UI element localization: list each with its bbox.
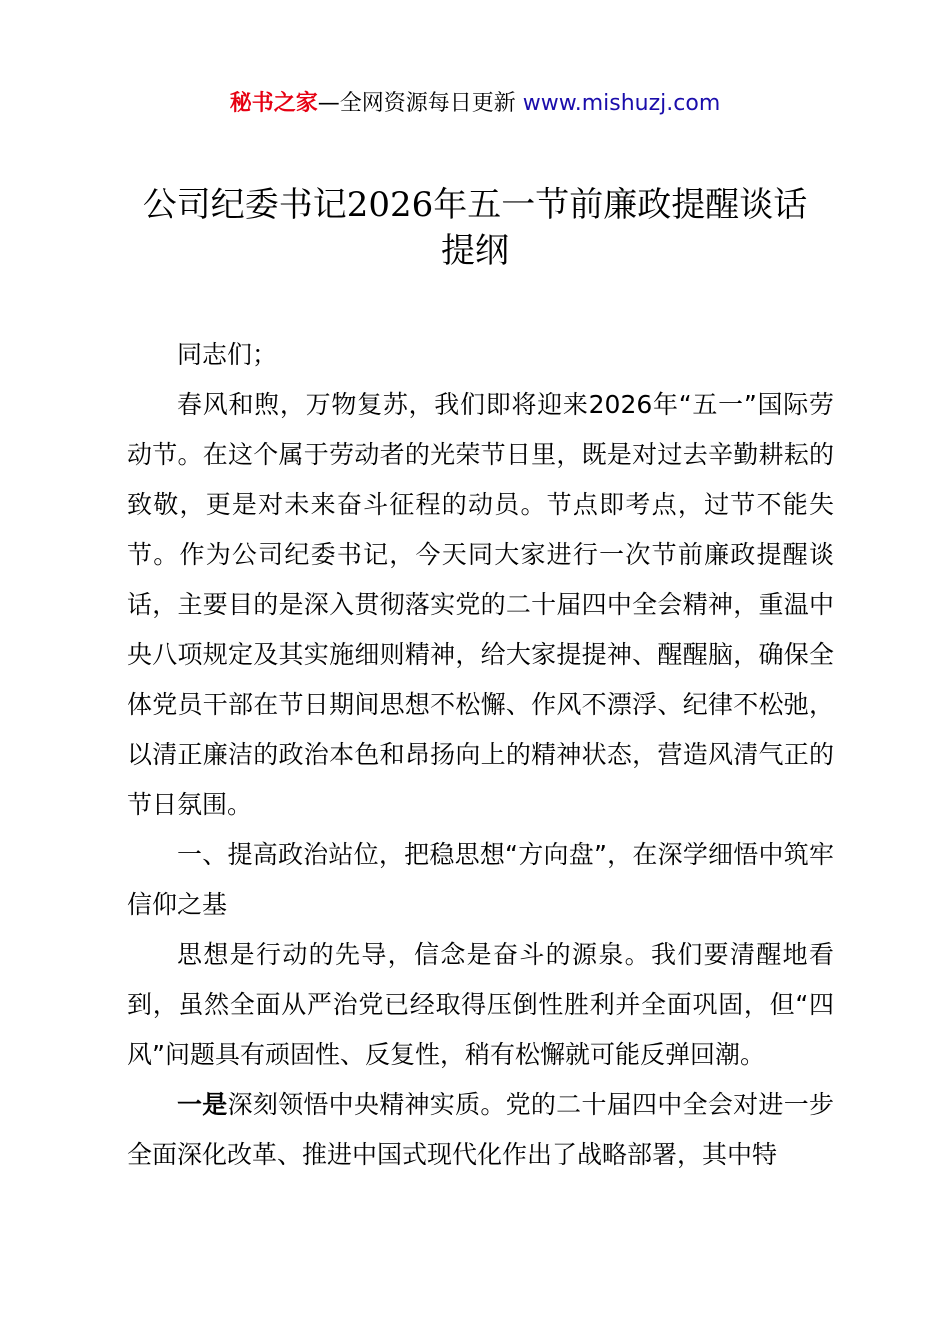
site-header xyxy=(0,88,950,120)
point-1-text: 深刻领悟中央精神实质。党的二十届四中全会对进一步全面深化改革、推进中国式现代化作出了战略部署，其中特 xyxy=(127,1090,834,1169)
document-title-line-1: 公司纪委书记2026年五一节前廉政提醒谈话 xyxy=(142,185,808,225)
body-paragraph-intro: 春风和煦，万物复苏，我们即将迎来2026年“五一”国际劳动节。在这个属于劳动者的光荣节日里，既是对过去辛勤耕耘的致敬，更是对未来奋斗征程的动员。节点即考点，过节不能失节。作为公司纪委书记，今天同大家进行一次节前廉政提醒谈话，主要目的是深入贯彻落实党的二十届四中全会精神，重温中央八项规定及其实施细则精神，给大家提提神、醒醒脑，确保全体党员干部在节日期间思想不松懈、作风不漂浮、纪律不松弛，以清正廉洁的政治本色和昂扬向上的精神状态，营造风清气正的节日氛围。 xyxy=(127,390,834,819)
greeting: 同志们； xyxy=(177,340,278,369)
site-brand: 秘书之家 xyxy=(229,91,318,116)
site-url-link[interactable]: www.mishuzj.com xyxy=(522,91,721,116)
document-body xyxy=(127,330,834,1180)
document-title-line-2: 提纲 xyxy=(441,231,509,271)
point-1-lead: 一是 xyxy=(177,1090,228,1119)
body-paragraph-2: 思想是行动的先导，信念是奋斗的源泉。我们要清醒地看到，虽然全面从严治党已经取得压倒性胜利并全面巩固，但“四风”问题具有顽固性、反复性，稍有松懈就可能反弹回潮。 xyxy=(127,940,834,1069)
section-heading-1: 一、提高政治站位，把稳思想“方向盘”，在深学细悟中筑牢信仰之基 xyxy=(127,840,834,919)
document-title xyxy=(100,182,850,274)
site-tagline: —全网资源每日更新 xyxy=(317,91,523,116)
body-paragraph-point-1 xyxy=(127,1080,834,1180)
